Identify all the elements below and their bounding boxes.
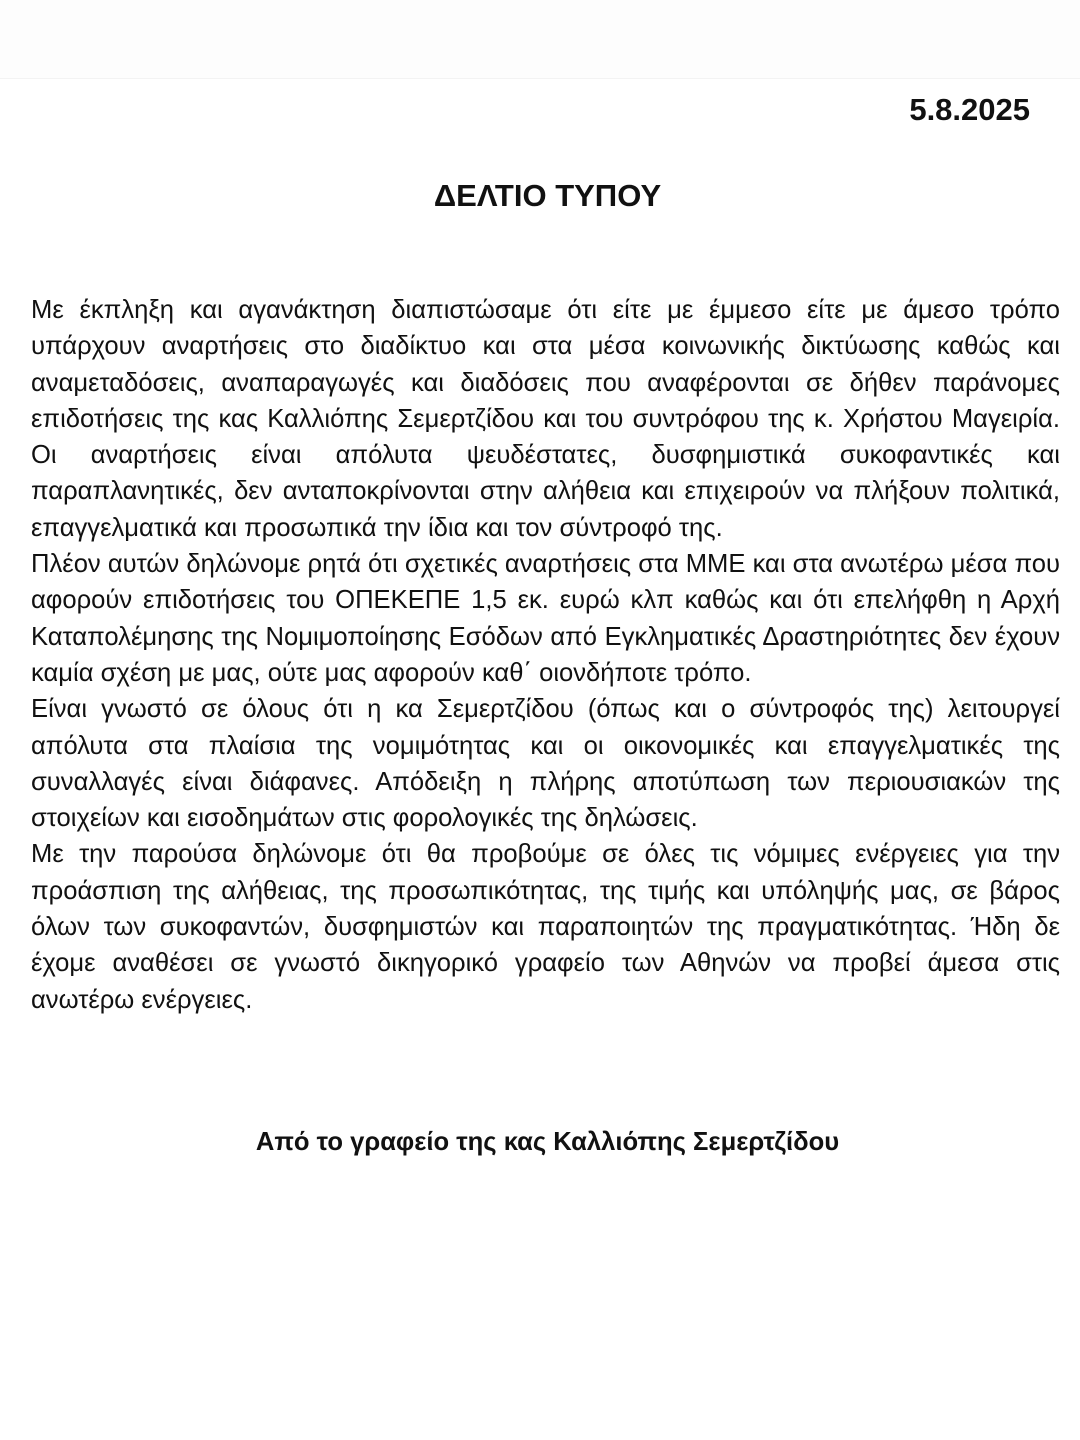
document-body — [31, 292, 1060, 1018]
paragraph-2: Πλέον αυτών δηλώνομε ρητά ότι σχετικές αναρτήσεις στα ΜΜΕ και στα ανωτέρω μέσα που αφορούν επιδοτήσεις του ΟΠΕΚΕΠΕ 1,5 εκ. ευρώ κλπ καθώς και ότι επελήφθη η Αρχή Καταπολέμησης της Νομιμοποίησης Εσόδων από Εγκληματικές Δραστηριότητες δεν έχουν καμία σχέση με μας, ούτε μας αφορούν καθ΄ οιονδήποτε τρόπο. — [31, 550, 1060, 687]
document-title: ΔΕΛΤΙΟ ΤΥΠΟΥ — [433, 178, 662, 213]
paragraph-3: Είναι γνωστό σε όλους ότι η κα Σεμερτζίδου (όπως και ο σύντροφός της) λειτουργεί απόλυτα στα πλαίσια της νομιμότητας και οι οικονομικές και επαγγελματικές της συναλλαγές είναι διάφανες. Απόδειξη η πλήρης αποτύπωση των περιουσιακών της στοιχείων και εισοδημάτων στις φορολογικές της δηλώσεις. — [31, 695, 1060, 833]
document-date: 5.8.2025 — [909, 92, 1030, 127]
signature-line: Από το γραφείο της κας Καλλιόπης Σεμερτζίδου — [255, 1128, 840, 1156]
paragraph-1: Με έκπληξη και αγανάκτηση διαπιστώσαμε ότι είτε με έμμεσο είτε με άμεσο τρόπο υπάρχουν αναρτήσεις στο διαδίκτυο και στα μέσα κοινωνικής δικτύωσης καθώς και αναμεταδόσεις, αναπαραγωγές και διαδόσεις που αναφέρονται σε δήθεν παράνομες επιδοτήσεις της κας Καλλιόπης Σεμερτζίδου και του συντρόφου της κ. Χρήστου Μαγειρία. Οι αναρτήσεις είναι απόλυτα ψευδέστατες, δυσφημιστικά συκοφαντικές και παραπλανητικές, δεν ανταποκρίνονται στην αλήθεια και επιχειρούν να πλήξουν πολιτικά, επαγγελματικά και προσωπικά την ίδια και τον σύντροφό της. — [31, 296, 1060, 542]
paragraph-4: Με την παρούσα δηλώνομε ότι θα προβούμε σε όλες τις νόμιμες ενέργειες για την προάσπιση της αλήθειας, της προσωπικότητας, της τιμής και υπόληψής μας, σε βάρος όλων των συκοφαντών, δυσφημιστών και παραποιητών της πραγματικότητας. Ήδη δε έχομε αναθέσει σε γνωστό δικηγορικό γραφείο των Αθηνών να προβεί άμεσα στις ανωτέρω ενέργειες. — [31, 840, 1060, 1014]
top-strip — [0, 0, 1080, 79]
